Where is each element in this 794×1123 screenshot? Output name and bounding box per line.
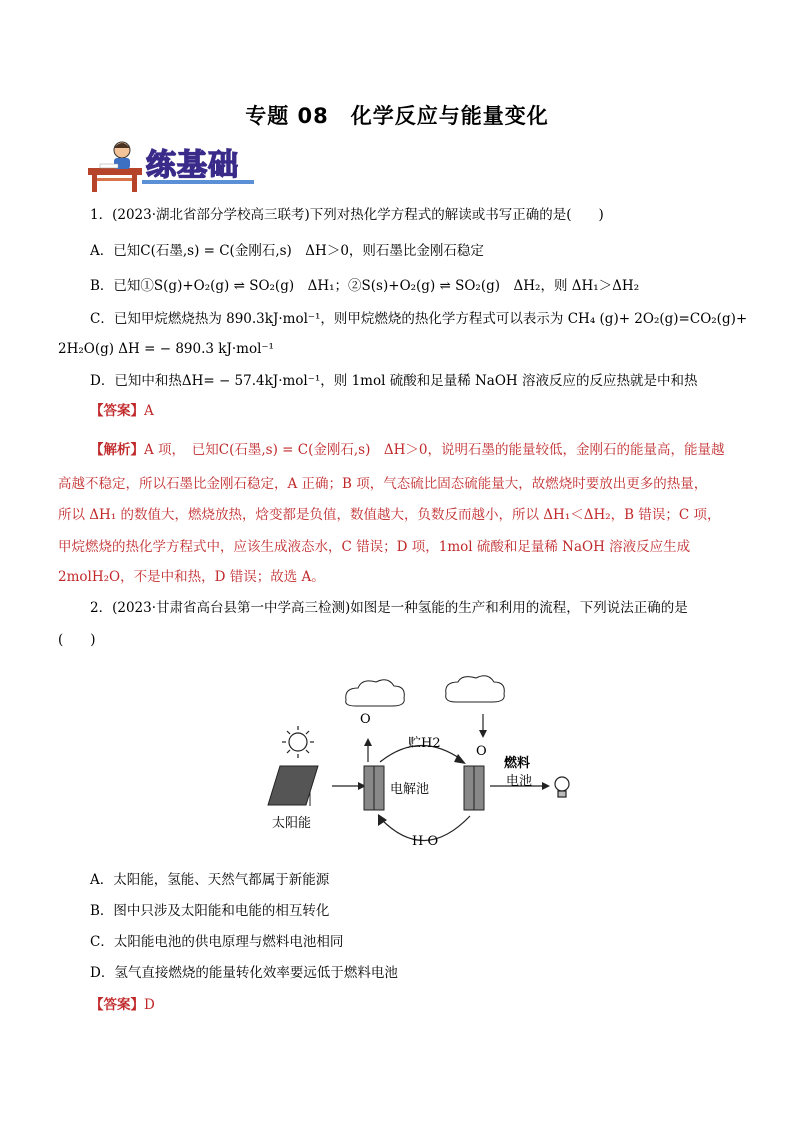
answer-label: 【答案】 <box>90 403 144 419</box>
q2-option-b: B．图中只涉及太阳能和电能的相互转化 <box>90 903 330 919</box>
q2-answer <box>90 995 155 1015</box>
o2-label-right: O <box>476 744 487 759</box>
fuel-cell-icon <box>464 766 484 810</box>
answer-value: D <box>144 997 155 1013</box>
q1-analysis-line: 所以 ΔH₁ 的数值大，燃烧放热，焓变都是负值，数值越大，负数反而越小，所以 ΔH₁＜ΔH₂，B 错误；C 项， <box>58 507 721 523</box>
electrolyzer-icon <box>364 766 384 810</box>
answer-value: A <box>144 403 154 419</box>
solar-label: 太阳能 <box>272 816 312 831</box>
q2-stem: 2．(2023·甘肃省高台县第一中学高三检测)如图是一种氢能的生产和利用的流程，下列说法正确的是 <box>90 600 688 616</box>
hydrogen-energy-diagram <box>240 672 570 852</box>
badge-text: 练基础 <box>146 148 239 183</box>
cell-label: 电池 <box>506 774 533 789</box>
q2-stem-cont: ( ) <box>58 632 96 648</box>
sun-icon <box>282 726 314 758</box>
q2-option-a: A．太阳能，氢能、天然气都属于新能源 <box>90 872 330 888</box>
q1-option-d: D．已知中和热ΔH= − 57.4kJ·mol⁻¹，则 1mol 硫酸和足量稀 NaOH 溶液反应的反应热就是中和热 <box>90 373 698 389</box>
q1-analysis-line <box>90 440 724 460</box>
cloud-icon <box>446 676 505 702</box>
q1-answer <box>90 401 154 421</box>
q1-analysis-line: 高越不稳定，所以石墨比金刚石稳定，A 正确；B 项，气态硫比固态硫能量大，故燃烧时要放出更多的热量， <box>58 476 708 492</box>
q2-option-d: D．氢气直接燃烧的能量转化效率要远低于燃料电池 <box>90 965 398 981</box>
q1-option-b: B．已知①S(g)+O₂(g) ⇌ SO₂(g) ΔH₁；②S(s)+O₂(g) ⇌ SO₂(g) ΔH₂，则 ΔH₁＞ΔH₂ <box>90 278 640 294</box>
solar-panel-icon <box>268 766 318 806</box>
q1-option-c: C．已知甲烷燃烧热为 890.3kJ·mol⁻¹，则甲烷燃烧的热化学方程式可以表示为 CH₄ (g)+ 2O₂(g)=CO₂(g)+ <box>90 311 748 327</box>
page-title: 专题 08 化学反应与能量变化 <box>245 104 549 128</box>
q2-option-c: C．太阳能电池的供电原理与燃料电池相同 <box>90 934 344 950</box>
analysis-label: 【解析】 <box>90 442 144 458</box>
store-h2-label: 贮H2 <box>408 736 441 751</box>
q1-stem: 1．(2023·湖北省部分学校高三联考)下列对热化学方程式的解读或书写正确的是( ) <box>90 207 604 223</box>
electrolyzer-label: 电解池 <box>390 782 430 797</box>
cloud-icon <box>346 680 405 706</box>
q1-analysis-line: 2molH₂O，不是中和热，D 错误；故选 A。 <box>58 569 325 585</box>
answer-label: 【答案】 <box>90 997 144 1013</box>
q1-option-a: A．已知C(石墨,s) = C(金刚石,s) ΔH＞0，则石墨比金刚石稳定 <box>90 243 484 259</box>
q1-analysis-line: 甲烷燃烧的热化学方程式中，应该生成液态水，C 错误；D 项，1mol 硫酸和足量稀 NaOH 溶液反应生成 <box>58 539 691 555</box>
o2-label-left: O <box>360 712 371 727</box>
fuel-label: 燃料 <box>504 756 531 771</box>
water-label: H O <box>412 834 439 849</box>
light-bulb-icon <box>555 777 569 797</box>
analysis-text: A 项， 已知C(石墨,s) = C(金刚石,s) ΔH＞0，说明石墨的能量较低，金刚石的能量高，能量越 <box>144 442 725 458</box>
section-badge <box>86 138 256 194</box>
q1-option-c-cont: 2H₂O(g) ΔH = − 890.3 kJ·mol⁻¹ <box>58 341 274 357</box>
